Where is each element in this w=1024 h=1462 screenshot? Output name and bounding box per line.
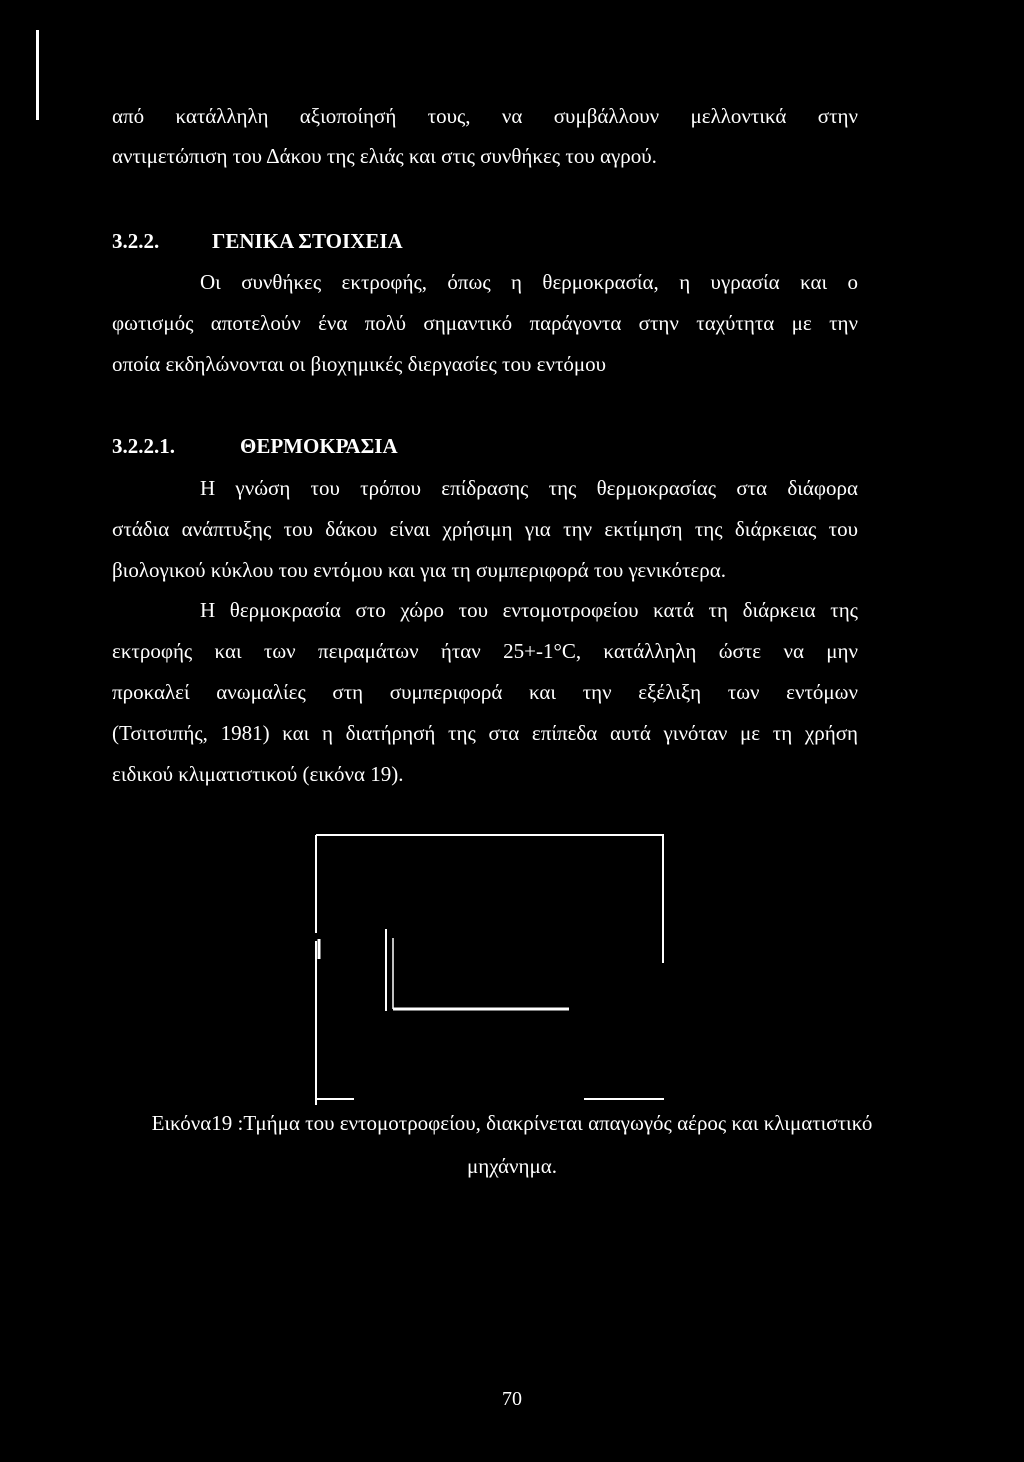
section-heading-general [112, 231, 403, 252]
temperature-p1-line-3: βιολογικού κύκλου του εντόμου και για τη συμπεριφορά του γενικότερα. [112, 558, 726, 582]
general-line-3: οποία εκδηλώνονται οι βιοχημικές διεργασίες του εντόμου [112, 352, 607, 376]
temperature-p2-line-1: Η θερμοκρασία στο χώρο του εντομοτροφείου κατά τη διάρκεια της [200, 598, 858, 622]
section-number: 3.2.2. [112, 229, 160, 253]
temperature-p1-line-2: στάδια ανάπτυξης του δάκου είναι χρήσιμη για την εκτίμηση της διάρκειας του [112, 517, 858, 541]
intro-line-2: αντιμετώπιση του Δάκου της ελιάς και στις συνθήκες του αγρού. [112, 144, 657, 168]
temperature-p2-line-5: ειδικού κλιματιστικού (εικόνα 19). [112, 762, 404, 786]
section-title: ΘΕΡΜΟΚΡΑΣΙΑ [240, 434, 398, 458]
page-number: 70 [502, 1388, 522, 1410]
section-title: ΓΕΝΙΚΑ ΣΤΟΙΧΕΙΑ [212, 229, 403, 253]
section-number: 3.2.2.1. [112, 434, 175, 458]
temperature-p1-line-1: Η γνώση του τρόπου επίδρασης της θερμοκρασίας στα διάφορα [200, 476, 858, 500]
section-heading-temperature [112, 436, 398, 457]
figure-caption-line-2: μηχάνημα. [466, 1154, 558, 1178]
temperature-p2-line-3: προκαλεί ανωμαλίες στη συμπεριφορά και την εξέλιξη των εντόμων [112, 680, 858, 704]
intro-line-1: από κατάλληλη αξιοποίησή τους, να συμβάλλουν μελλοντικά στην [112, 104, 858, 128]
temperature-p2-line-4: (Τσιτσιπής, 1981) και η διατήρησή της στα επίπεδα αυτά γινόταν με τη χρήση [112, 721, 858, 745]
scan-edge-mark [36, 30, 39, 120]
insectary-photo [314, 833, 666, 1105]
figure-caption-line-1: Εικόνα19 :Τμήμα του εντομοτροφείου, διακρίνεται απαγωγός αέρος και κλιματιστικό [151, 1111, 873, 1135]
general-line-2: φωτισμός αποτελούν ένα πολύ σημαντικό παράγοντα στην ταχύτητα με την [112, 311, 858, 335]
general-line-1: Οι συνθήκες εκτροφής, όπως η θερμοκρασία, η υγρασία και ο [200, 270, 858, 294]
temperature-p2-line-2: εκτροφής και των πειραμάτων ήταν 25+-1°C, κατάλληλη ώστε να μην [112, 639, 858, 663]
